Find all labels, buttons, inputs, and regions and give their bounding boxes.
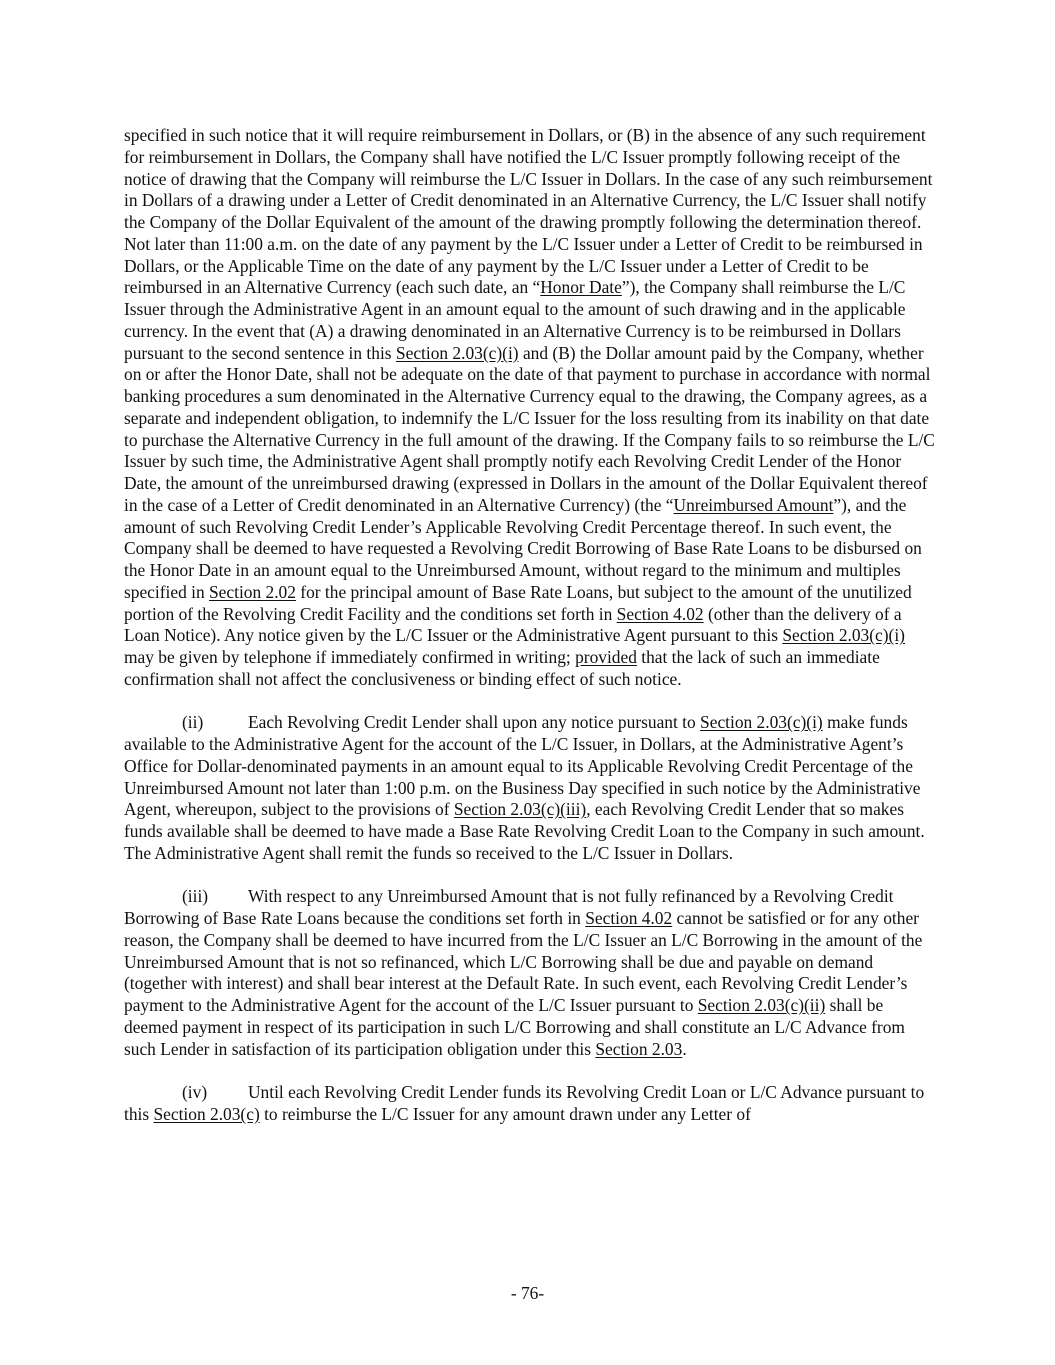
cross-reference: provided — [575, 647, 637, 667]
cross-reference: Honor Date — [540, 277, 622, 298]
page-number: - 76- — [510, 1283, 545, 1303]
cross-reference: Section 4.02 — [585, 908, 673, 928]
paragraph-iv — [124, 1082, 936, 1126]
paragraph-ii — [124, 712, 936, 864]
text-run: that the lack of such an immediate confirmation shall not affect the conclusiveness or binding effect of such notice. — [124, 647, 880, 689]
text-run: specified in such notice that it will require reimbursement in Dollars, or (B) in the absence of any such requirement for reimbursement in Dollars, the Company shall have notified the L/C Issuer promptly following receipt of the notice of drawing that the Company will reimburse the L/C Issuer in Dollars. In the case of any such reimbursement in Dollars of a drawing under a Letter of Credit denominated in an Alternative Currency, the L/C Issuer shall notify the Company of the Dollar Equivalent of the amount of the drawing promptly following the determination thereof. Not later than 11:00 a.m. on the date of any payment by the L/C Issuer under a Letter of Credit to be reimbursed in Dollars, or the Applicable Time on the date of any payment by the L/C Issuer under a Letter of Credit to be reimbursed in an Alternative Currency (each such date, an “ — [124, 125, 933, 298]
text-run: may be given by telephone if immediately confirmed in writing; — [124, 647, 576, 667]
cross-reference: Unreimbursed Amount — [673, 494, 834, 515]
cross-reference: Section 4.02 — [616, 603, 704, 624]
cross-reference: Section 2.03(c)(i) — [395, 342, 519, 363]
clause-enumerator: (iii) — [182, 886, 209, 907]
cross-reference: Section 2.03(c)(iii) — [453, 799, 587, 820]
text-run: shall be deemed payment in respect of its participation in such L/C Borrowing and shall constitute an L/C Advance from such Lender in satisfaction of its participation obligation under this — [124, 995, 905, 1059]
cross-reference: Section 2.03(c) — [153, 1103, 260, 1124]
paragraph-continuation — [124, 125, 936, 691]
text-run: , each Revolving Credit Lender that so makes funds available shall be deemed to have made a Base Rate Revolving Credit Loan to the Company in such amount. The Administrative Agent shall remit the funds so received to the L/C Issuer in Dollars. — [124, 799, 925, 863]
cross-reference: Section 2.03(c)(i) — [700, 712, 823, 733]
cross-reference: Section 2.03(c)(ii) — [697, 995, 826, 1015]
cross-reference: Section 2.02 — [209, 581, 296, 602]
text-run: ”), and the amount of such Revolving Credit Lender’s Applicable Revolving Credit Percentage thereof. In such event, the Company shall be deemed to have requested a Revolving Credit Borrowing of Base Rate Loans to be disbursed on the Honor Date in an amount equal to the Unreimbursed Amount, without regard to the minimum and multiples specified in — [124, 494, 922, 602]
paragraph-iii — [124, 886, 936, 1060]
text-run: to reimburse the L/C Issuer for any amount drawn under any Letter of — [259, 1103, 751, 1124]
text-run: make funds available to the Administrative Agent for the account of the L/C Issuer, in Dollars, at the Administrative Agent’s Office for Dollar-denominated payments in an amount equal to its Applicable Revolving Credit Percentage of the Unreimbursed Amount not later than 1:00 p.m. on the Business Day specified in such notice by the Administrative Agent, whereupon, subject to the provisions of — [124, 712, 921, 820]
document-body — [124, 125, 936, 1147]
clause-enumerator: (ii) — [182, 712, 204, 733]
text-run: and (B) the Dollar amount paid by the Company, whether on or after the Honor Date, shall not be adequate on the date of that payment to purchase in accordance with normal banking procedures a sum denominated in the Alternative Currency equal to the drawing, the Company agrees, as a separate and independent obligation, to indemnify the L/C Issuer for the loss resulting from its inability on that date to purchase the Alternative Currency in the full amount of the drawing. If the Company fails to so reimburse the L/C Issuer by such time, the Administrative Agent shall promptly notify each Revolving Credit Lender of the Honor Date, the amount of the unreimbursed drawing (expressed in Dollars in the amount of the Dollar Equivalent thereof in the case of a Letter of Credit denominated in an Alternative Currency) (the “ — [124, 342, 935, 515]
text-run: Each Revolving Credit Lender shall upon any notice pursuant to — [248, 712, 701, 733]
text-run: (other than the delivery of a Loan Notice). Any notice given by the L/C Issuer or the Administrative Agent pursuant to this — [124, 603, 902, 646]
text-run: cannot be satisfied or for any other reason, the Company shall be deemed to have incurred from the L/C Issuer an L/C Borrowing in the amount of the Unreimbursed Amount that is not so refinanced, which L/C Borrowing shall be due and payable on demand (together with interest) and shall bear interest at the Default Rate. In such event, each Revolving Credit Lender’s payment to the Administrative Agent for the account of the L/C Issuer pursuant to — [124, 908, 923, 1015]
text-run: With respect to any Unreimbursed Amount that is not fully refinanced by a Revolving Credit Borrowing of Base Rate Loans because the conditions set forth in — [124, 886, 894, 928]
text-run: for the principal amount of Base Rate Loans, but subject to the amount of the unutilized portion of the Revolving Credit Facility and the conditions set forth in — [124, 581, 912, 624]
text-run: . — [682, 1038, 687, 1059]
cross-reference: Section 2.03(c)(i) — [782, 625, 905, 646]
cross-reference: Section 2.03 — [595, 1038, 683, 1059]
text-run: Until each Revolving Credit Lender funds its Revolving Credit Loan or L/C Advance pursuant to this — [124, 1082, 925, 1124]
text-run: ”), the Company shall reimburse the L/C Issuer through the Administrative Agent in an amount equal to the amount of such drawing and in the applicable currency. In the event that (A) a drawing denominated in an Alternative Currency is to be reimbursed in Dollars pursuant to the second sentence in this — [124, 277, 906, 363]
clause-enumerator: (iv) — [182, 1082, 208, 1102]
